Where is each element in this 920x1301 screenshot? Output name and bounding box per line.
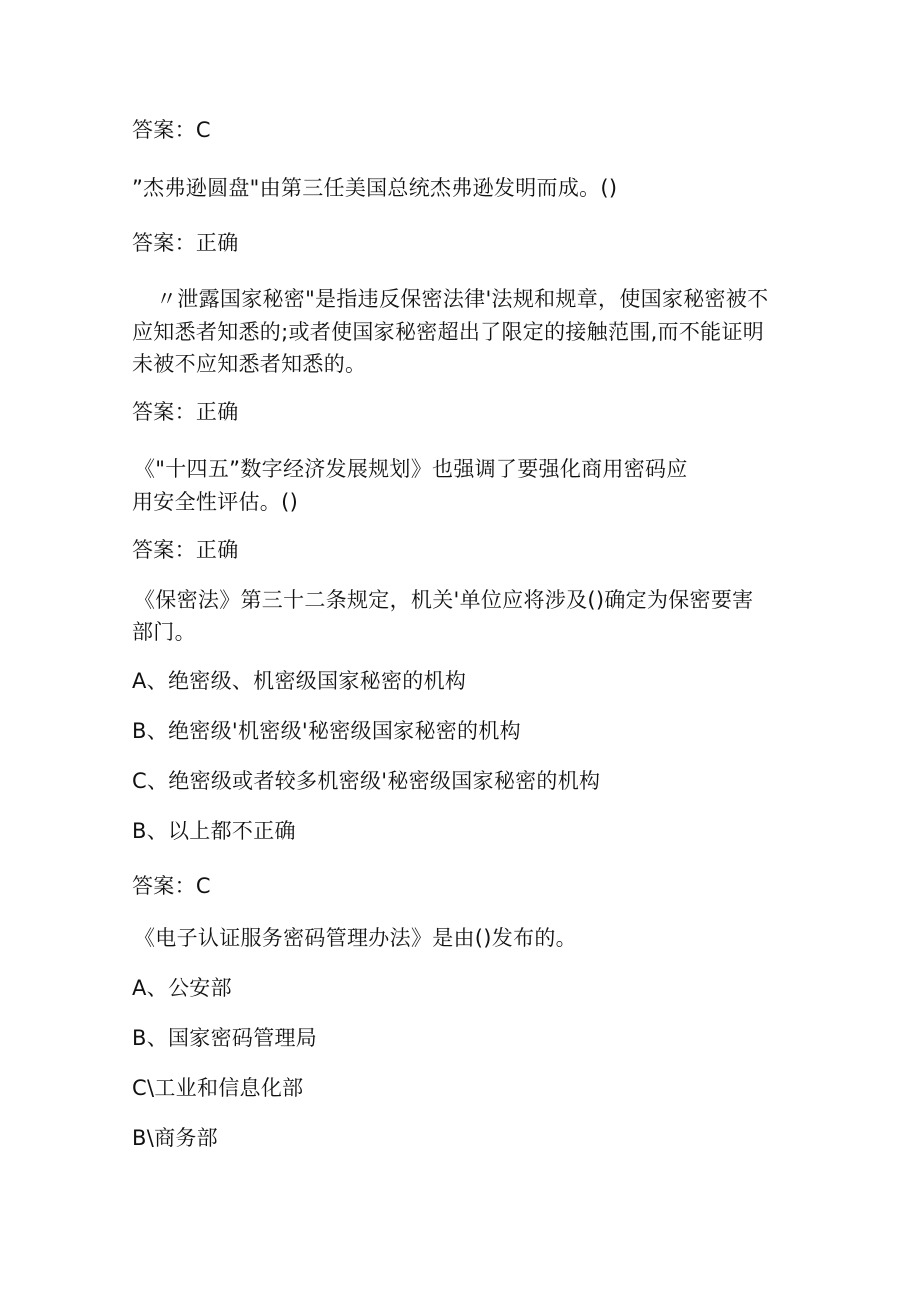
option-a: A、绝密级、机密级国家秘密的机构 — [132, 669, 467, 693]
question-2-line-1: 〃泄露国家秘密"是指违反保密法律'法规和规章，使国家秘密被不 — [156, 287, 769, 311]
q5-option-c: C\工业和信息化部 — [132, 1076, 304, 1100]
answer-5: 答案：C — [132, 874, 211, 898]
option-c: C、绝密级或者较多机密级'秘密级国家秘密的机构 — [132, 769, 601, 793]
answer-1: 答案：C — [132, 118, 211, 142]
q5-option-a: A、公安部 — [132, 976, 232, 1000]
question-3-line-2: 用安全性评估。() — [132, 490, 299, 514]
answer-2: 答案：正确 — [132, 231, 239, 255]
answer-4: 答案：正确 — [132, 538, 239, 562]
q5-option-b: B、国家密码管理局 — [132, 1026, 318, 1050]
question-2-line-3: 未被不应知悉者知悉的。 — [132, 352, 367, 376]
question-1: ”杰弗逊圆盘"由第三任美国总统杰弗逊发明而成。() — [132, 176, 618, 200]
option-b: B、绝密级'机密级'秘密级国家秘密的机构 — [132, 719, 521, 743]
question-2-line-2: 应知悉者知悉的;或者使国家秘密超出了限定的接触范围,而不能证明 — [132, 320, 765, 344]
question-3-line-1: 《"十四五”数字经济发展规划》也强调了要强化商用密码应 — [134, 457, 688, 481]
question-4-line-1: 《保密法》第三十二条规定，机关'单位应将涉及()确定为保密要害 — [134, 588, 754, 612]
answer-3: 答案：正确 — [132, 400, 239, 424]
question-4-line-2: 部门。 — [132, 620, 196, 644]
question-5: 《电子认证服务密码管理办法》是由()发布的。 — [134, 926, 577, 950]
option-d: B、以上都不正确 — [132, 819, 296, 843]
q5-option-d: B\商务部 — [132, 1126, 218, 1150]
